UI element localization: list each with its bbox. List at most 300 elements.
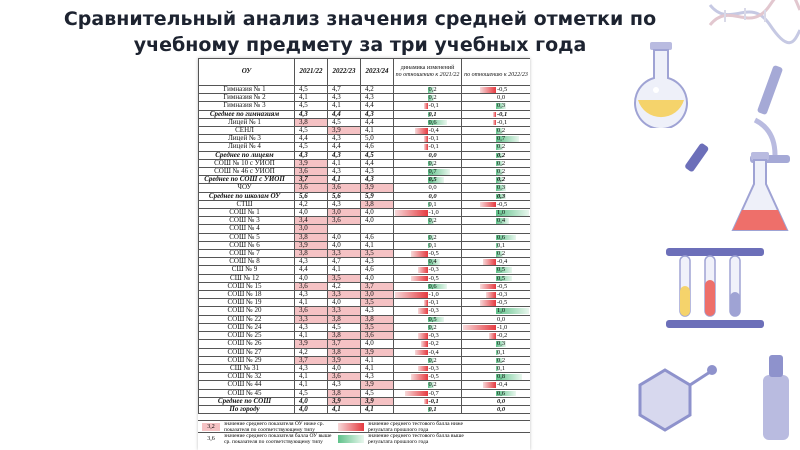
school-name: Среднее по лицеям [199, 151, 295, 159]
dynamics-value: -1,0 [497, 323, 508, 331]
school-name: СОШ № 25 [199, 332, 295, 340]
table-row [199, 192, 531, 200]
score-cell: 3,8 [361, 200, 394, 208]
dynamics-cell [394, 348, 462, 356]
dynamics-cell [462, 135, 531, 143]
dynamics-cell [462, 209, 531, 217]
school-name: СОШ № 6 [199, 241, 295, 249]
table-row [199, 102, 531, 110]
school-name: СОШ № 24 [199, 323, 295, 331]
decrease-bar [480, 87, 496, 93]
dynamics-value: -0,3 [497, 291, 508, 299]
table-row [199, 381, 531, 389]
dynamics-value: -0,3 [428, 266, 439, 274]
dynamics-value: -0,1 [428, 143, 439, 151]
score-cell: 4,4 [295, 135, 328, 143]
dynamics-value: 0,1 [428, 200, 437, 208]
legend-row-1 [198, 420, 530, 432]
legend-text-above: значение среднего показателя балла ОУ выше ср. показателя по соответствующему типу [224, 432, 332, 445]
dynamics-cell [394, 405, 462, 413]
dynamics-cell [462, 217, 531, 225]
dynamics-value: 0,5 [428, 315, 437, 323]
score-cell: 4,1 [295, 373, 328, 381]
table-row [199, 405, 531, 413]
dynamics-cell [462, 389, 531, 397]
dynamics-value: 0,2 [497, 168, 506, 176]
score-cell: 4,4 [361, 118, 394, 126]
dynamics-cell [462, 258, 531, 266]
legend-text-decrease: значение среднего тестового балла ниже результата прошлого года [368, 420, 463, 433]
legend [198, 420, 530, 444]
dynamics-cell [462, 159, 531, 167]
score-cell: 3,6 [328, 217, 361, 225]
score-cell: 3,6 [328, 373, 361, 381]
dynamics-value: 0,2 [428, 217, 437, 225]
table-row [199, 250, 531, 258]
score-cell: 4,5 [295, 102, 328, 110]
score-cell: 4,0 [295, 209, 328, 217]
dynamics-cell [462, 323, 531, 331]
table-row [199, 282, 531, 290]
score-cell: 4,0 [295, 274, 328, 282]
dynamics-value: 0,6 [497, 233, 506, 241]
score-cell: 3,0 [361, 291, 394, 299]
dynamics-cell [394, 209, 462, 217]
dynamics-cell [394, 291, 462, 299]
dynamics-cell [462, 274, 531, 282]
dynamics-value: -0,7 [428, 389, 439, 397]
score-cell: 4,1 [361, 356, 394, 364]
dynamics-cell [394, 323, 462, 331]
school-name: СШ № 12 [199, 274, 295, 282]
dynamics-value: 0,2 [428, 94, 437, 102]
school-name: СОШ № 27 [199, 348, 295, 356]
dynamics-cell [394, 176, 462, 184]
score-cell: 4,3 [328, 94, 361, 102]
score-cell: 3,6 [295, 282, 328, 290]
score-cell: 4,5 [295, 86, 328, 94]
table-row [199, 86, 531, 94]
score-cell: 3,5 [361, 250, 394, 258]
score-cell: 3,8 [328, 348, 361, 356]
dynamics-cell [394, 159, 462, 167]
score-cell: 3,9 [361, 348, 394, 356]
dynamics-value: 0,5 [428, 176, 437, 184]
spray-bottle-decoration [755, 345, 795, 445]
score-cell: 4,2 [361, 86, 394, 94]
dynamics-cell [394, 143, 462, 151]
decrease-bar [411, 276, 427, 282]
dynamics-value: -0,3 [428, 307, 439, 315]
dynamics-cell [394, 94, 462, 102]
score-cell: 4,1 [295, 299, 328, 307]
decrease-bar [395, 210, 427, 216]
dynamics-cell [394, 110, 462, 118]
score-cell: 4,2 [328, 282, 361, 290]
dynamics-cell [394, 184, 462, 192]
dynamics-value: 0,2 [497, 159, 506, 167]
header-ou: ОУ [199, 59, 295, 86]
dynamics-cell [462, 340, 531, 348]
score-cell: 3,8 [328, 332, 361, 340]
dynamics-value: -1,0 [428, 209, 439, 217]
score-cell: 4,0 [361, 217, 394, 225]
dynamics-value: 0,0 [497, 397, 506, 405]
decrease-bar [463, 325, 496, 331]
score-cell: 4,0 [328, 299, 361, 307]
dynamics-value: 1,0 [497, 209, 506, 217]
table-row [199, 364, 531, 372]
table-row [199, 225, 531, 233]
conical-flask-decoration [725, 150, 795, 240]
school-name: СОШ № 46 с УИОП [199, 168, 295, 176]
table-row [199, 200, 531, 208]
slide-title: Сравнительный анализ значения средней отметки по учебному предмету за три учебных года [63, 8, 657, 56]
dynamics-value: 0,1 [428, 405, 437, 413]
dynamics-value: 0,0 [428, 192, 437, 200]
dynamics-cell [394, 315, 462, 323]
dynamics-cell [462, 168, 531, 176]
score-cell: 4,3 [361, 110, 394, 118]
dynamics-cell [462, 405, 531, 413]
score-cell: 4,3 [328, 381, 361, 389]
score-cell: 4,4 [361, 102, 394, 110]
score-cell: 4,4 [328, 110, 361, 118]
school-name: СТШ [199, 200, 295, 208]
school-name: СОШ № 44 [199, 381, 295, 389]
dynamics-cell [462, 291, 531, 299]
decrease-bar [418, 333, 428, 339]
score-cell: 4,3 [361, 258, 394, 266]
dynamics-value: 0,3 [497, 192, 506, 200]
dynamics-value: 0,2 [497, 143, 506, 151]
legend-swatch-below: 3,2 [202, 423, 220, 431]
decrease-bar [486, 292, 496, 298]
dynamics-value: -0,1 [497, 118, 508, 126]
score-cell: 4,5 [361, 389, 394, 397]
dynamics-cell [462, 299, 531, 307]
dynamics-value: 0,2 [497, 151, 506, 159]
dynamics-cell [462, 192, 531, 200]
dynamics-cell [394, 217, 462, 225]
legend-text-increase: значение среднего тестового балла выше результата прошлого года [368, 432, 464, 445]
dynamics-cell [394, 258, 462, 266]
dynamics-value: 0,2 [428, 381, 437, 389]
dynamics-cell [394, 127, 462, 135]
dynamics-value: -0,5 [428, 250, 439, 258]
score-cell: 4,0 [361, 209, 394, 217]
dynamics-cell [394, 307, 462, 315]
dynamics-cell [462, 241, 531, 249]
pipette-decoration [680, 140, 710, 190]
score-cell: 5,0 [361, 135, 394, 143]
dynamics-cell [462, 151, 531, 159]
score-cell: 4,3 [361, 307, 394, 315]
score-cell: 3,4 [295, 217, 328, 225]
dynamics-cell [462, 266, 531, 274]
score-cell: 4,1 [328, 405, 361, 413]
decrease-bar [411, 374, 427, 380]
school-name: СОШ № 29 [199, 356, 295, 364]
score-cell [328, 225, 361, 233]
score-cell: 3,6 [361, 332, 394, 340]
score-cell: 3,6 [295, 168, 328, 176]
score-cell: 4,3 [295, 323, 328, 331]
dynamics-value: 0,0 [497, 94, 506, 102]
score-cell: 3,9 [328, 356, 361, 364]
table-row [199, 373, 531, 381]
dynamics-cell [394, 168, 462, 176]
score-cell: 3,6 [295, 184, 328, 192]
score-cell: 3,8 [295, 233, 328, 241]
score-cell: 4,0 [361, 340, 394, 348]
score-cell: 4,1 [295, 381, 328, 389]
dynamics-cell [394, 340, 462, 348]
dynamics-cell [394, 151, 462, 159]
dynamics-value: 0,3 [497, 102, 506, 110]
score-cell: 4,3 [295, 258, 328, 266]
dynamics-value: 0,1 [428, 110, 437, 118]
score-cell: 5,9 [361, 192, 394, 200]
score-cell: 4,6 [361, 143, 394, 151]
table-row [199, 356, 531, 364]
dynamics-value: 0,0 [497, 405, 506, 413]
decrease-bar [418, 366, 428, 372]
score-cell: 4,4 [295, 266, 328, 274]
results-table-document [198, 58, 530, 450]
score-cell: 4,1 [361, 127, 394, 135]
dynamics-value: 0,2 [428, 233, 437, 241]
table-row [199, 340, 531, 348]
dynamics-value: 0,0 [428, 151, 437, 159]
dynamics-cell [394, 118, 462, 126]
dynamics-value: 0,5 [497, 274, 506, 282]
score-cell: 4,4 [361, 159, 394, 167]
header-year-3: 2023/24 [361, 59, 394, 86]
decrease-bar [480, 284, 496, 290]
school-name: Среднее по гимназиям [199, 110, 295, 118]
score-cell: 3,3 [328, 291, 361, 299]
score-cell: 4,3 [328, 151, 361, 159]
dynamics-cell [394, 397, 462, 405]
dynamics-value: 0,1 [497, 348, 506, 356]
score-cell: 3,3 [295, 315, 328, 323]
score-cell: 4,3 [361, 94, 394, 102]
comparison-table [198, 58, 530, 414]
legend-text-below: значение среднего показателя ОУ ниже ср. показателя по соответствующему типу [224, 420, 324, 433]
dynamics-value: -0,3 [428, 364, 439, 372]
dynamics-value: -0,5 [497, 299, 508, 307]
dynamics-value: -0,5 [428, 274, 439, 282]
dynamics-cell [462, 250, 531, 258]
decrease-bar [483, 382, 496, 388]
table-row [199, 118, 531, 126]
table-row [199, 168, 531, 176]
score-cell: 4,0 [295, 397, 328, 405]
dynamics-value: 0,0 [428, 184, 437, 192]
dynamics-cell [394, 373, 462, 381]
dynamics-value: -0,4 [428, 127, 439, 135]
dynamics-cell [462, 356, 531, 364]
dynamics-value: 0,6 [428, 118, 437, 126]
score-cell: 3,8 [295, 250, 328, 258]
table-row [199, 94, 531, 102]
header-dyn-1-label: по отношению к 2021/22 [395, 72, 460, 78]
dynamics-value: -0,4 [497, 258, 508, 266]
table-row [199, 307, 531, 315]
header-dyn-2 [462, 59, 531, 86]
score-cell: 3,6 [328, 184, 361, 192]
score-cell: 3,9 [295, 159, 328, 167]
dynamics-cell [394, 389, 462, 397]
score-cell: 3,5 [361, 299, 394, 307]
school-name: СОШ № 10 с УИОП [199, 159, 295, 167]
dynamics-cell [462, 127, 531, 135]
score-cell: 4,5 [295, 389, 328, 397]
score-cell: 3,9 [295, 241, 328, 249]
dynamics-cell [462, 110, 531, 118]
score-cell: 4,3 [328, 135, 361, 143]
score-cell: 4,6 [361, 266, 394, 274]
score-cell: 4,1 [328, 266, 361, 274]
dynamics-cell [462, 118, 531, 126]
dynamics-value: -0,2 [497, 332, 508, 340]
table-row [199, 159, 531, 167]
school-name: СОШ № 1 [199, 209, 295, 217]
dynamics-value: -1,0 [428, 291, 439, 299]
school-name: Среднее по СОШ [199, 397, 295, 405]
score-cell: 4,1 [328, 102, 361, 110]
dna-helix-decoration [705, 0, 800, 60]
table-body [199, 86, 531, 414]
table-row [199, 209, 531, 217]
school-name: СОШ № 15 [199, 282, 295, 290]
score-cell: 3,0 [328, 209, 361, 217]
score-cell: 3,9 [361, 184, 394, 192]
header-dyn-2-label: по отношению к 2022/23 [464, 72, 528, 78]
school-name: СШ № 31 [199, 364, 295, 372]
score-cell: 4,7 [328, 258, 361, 266]
table-row [199, 110, 531, 118]
legend-row-2 [198, 432, 530, 444]
dynamics-cell [462, 373, 531, 381]
school-name: СОШ № 26 [199, 340, 295, 348]
dynamics-value: 0,2 [497, 127, 506, 135]
dynamics-cell [462, 332, 531, 340]
dynamics-value: 0,7 [497, 135, 506, 143]
school-name: Гимназия № 3 [199, 102, 295, 110]
dynamics-cell [394, 299, 462, 307]
dynamics-value: 0,3 [497, 184, 506, 192]
dynamics-cell [462, 184, 531, 192]
score-cell: 3,8 [328, 315, 361, 323]
score-cell: 3,7 [295, 356, 328, 364]
dynamics-value: 0,2 [428, 356, 437, 364]
school-name: Среднее по СОШ с УИОП [199, 176, 295, 184]
school-name: СОШ № 4 [199, 225, 295, 233]
score-cell: 4,5 [295, 143, 328, 151]
legend-swatch-decrease [338, 423, 364, 431]
dynamics-cell [462, 143, 531, 151]
school-name: СЕНЛ [199, 127, 295, 135]
score-cell: 4,0 [328, 233, 361, 241]
dynamics-cell [462, 282, 531, 290]
dynamics-cell [462, 315, 531, 323]
dynamics-value: -0,1 [428, 135, 439, 143]
score-cell: 4,1 [295, 94, 328, 102]
school-name: СОШ № 18 [199, 291, 295, 299]
score-cell: 4,0 [328, 364, 361, 372]
header-dyn-title: динамика изменений [400, 65, 455, 71]
dynamics-cell [462, 307, 531, 315]
dynamics-cell [462, 233, 531, 241]
dynamics-value: -0,5 [497, 282, 508, 290]
dynamics-value: -0,3 [428, 332, 439, 340]
dynamics-value: -0,5 [497, 200, 508, 208]
dynamics-value: 0,2 [428, 323, 437, 331]
school-name: СОШ № 20 [199, 307, 295, 315]
dynamics-cell [394, 135, 462, 143]
score-cell: 4,3 [328, 168, 361, 176]
dynamics-value: -0,5 [428, 373, 439, 381]
score-cell: 4,1 [361, 241, 394, 249]
dynamics-cell [394, 364, 462, 372]
dynamics-value: -0,2 [428, 340, 439, 348]
school-name: По городу [199, 405, 295, 413]
dynamics-value: 0,6 [497, 389, 506, 397]
score-cell: 3,3 [328, 307, 361, 315]
dynamics-value: 0,0 [497, 315, 506, 323]
dynamics-value: -0,4 [497, 381, 508, 389]
score-cell: 4,3 [295, 110, 328, 118]
school-name: Среднее по школам ОУ [199, 192, 295, 200]
score-cell: 3,9 [361, 381, 394, 389]
score-cell: 3,8 [328, 389, 361, 397]
table-row [199, 233, 531, 241]
dynamics-value: 0,4 [497, 217, 506, 225]
school-name: СОШ № 32 [199, 373, 295, 381]
school-name: СОШ № 19 [199, 299, 295, 307]
header-year-2: 2022/23 [328, 59, 361, 86]
dynamics-value: -0,5 [497, 86, 508, 93]
dynamics-value: 0,4 [428, 258, 437, 266]
score-cell: 4,1 [328, 159, 361, 167]
score-cell: 3,7 [361, 282, 394, 290]
table-row [199, 135, 531, 143]
dynamics-cell [462, 381, 531, 389]
table-row [199, 151, 531, 159]
school-name: СОШ № 7 [199, 250, 295, 258]
table-row [199, 258, 531, 266]
dynamics-cell [394, 274, 462, 282]
dynamics-cell [394, 332, 462, 340]
score-cell: 4,2 [295, 348, 328, 356]
dynamics-value: 0,2 [497, 250, 506, 258]
table-row [199, 266, 531, 274]
dynamics-cell [462, 176, 531, 184]
score-cell: 4,5 [361, 151, 394, 159]
table-row [199, 315, 531, 323]
decrease-bar [418, 267, 428, 273]
school-name: СОШ № 22 [199, 315, 295, 323]
dynamics-cell [394, 266, 462, 274]
school-name: СОШ № 5 [199, 233, 295, 241]
table-row [199, 176, 531, 184]
score-cell: 4,5 [328, 118, 361, 126]
score-cell: 4,1 [361, 364, 394, 372]
score-cell: 4,6 [361, 233, 394, 241]
decrease-bar [483, 259, 496, 265]
